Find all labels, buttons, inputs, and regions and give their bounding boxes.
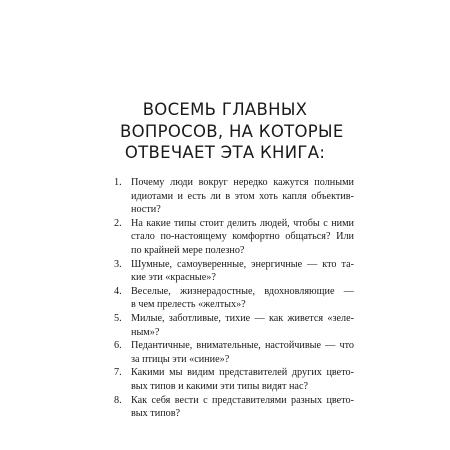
question-item-7 (114, 366, 354, 393)
title-line: ОТВЕЧАЕТ ЭТА КНИГА: (124, 143, 326, 162)
question-item-1 (114, 176, 354, 217)
question-line: Педантичные, внимательные, настойчивые — что (131, 340, 354, 352)
question-item-4 (114, 285, 354, 312)
question-item-6 (114, 339, 354, 366)
questions-list (114, 176, 354, 421)
question-line: ным»? (131, 326, 160, 338)
question-item-2 (114, 217, 354, 258)
question-line: Какими мы видим представителей других цвето- (131, 367, 354, 379)
question-line: стало по-настоящему комфортно общаться? Или (131, 231, 354, 243)
question-line: в чем прелесть «желтых»? (131, 299, 246, 311)
page-title (120, 99, 344, 164)
title-line: ВОПРОСОВ, НА КОТОРЫЕ (120, 121, 344, 141)
question-number: 7. (114, 367, 122, 379)
question-line: кие эти «красные»? (131, 272, 216, 284)
question-line: вых типов и какими эти типы видят нас? (131, 380, 308, 392)
question-item-8 (114, 394, 354, 421)
question-line: Как себя вести с представителями разных цвето- (131, 394, 354, 406)
question-line: Веселые, жизнерадостные, вдохновляющие — (131, 285, 354, 297)
question-item-5 (114, 312, 354, 339)
question-number: 2. (114, 217, 122, 229)
question-line: за птицы эти «синие»? (131, 353, 230, 365)
question-line: Почему люди вокруг нередко кажутся полными (131, 177, 354, 188)
question-number: 1. (114, 177, 122, 188)
question-line: Милые, заботливые, тихие — как живется «зеле- (131, 312, 354, 324)
question-number: 6. (114, 340, 122, 352)
question-line: идиотами и есть ли в этом хоть капля объектив- (131, 190, 354, 202)
question-item-3 (114, 258, 354, 285)
question-number: 8. (114, 394, 122, 406)
question-number: 3. (114, 258, 122, 270)
question-number: 4. (114, 285, 122, 297)
question-line: На какие типы стоит делить людей, чтобы с ними (131, 217, 354, 229)
question-line: ности? (131, 204, 161, 216)
question-line: вых типов? (131, 408, 181, 420)
question-number: 5. (114, 312, 122, 324)
question-line: Шумные, самоуверенные, энергичные — кто та- (131, 258, 354, 270)
question-line: по крайней мере полезно? (131, 244, 245, 256)
title-line: ВОСЕМЬ ГЛАВНЫХ (142, 100, 308, 119)
